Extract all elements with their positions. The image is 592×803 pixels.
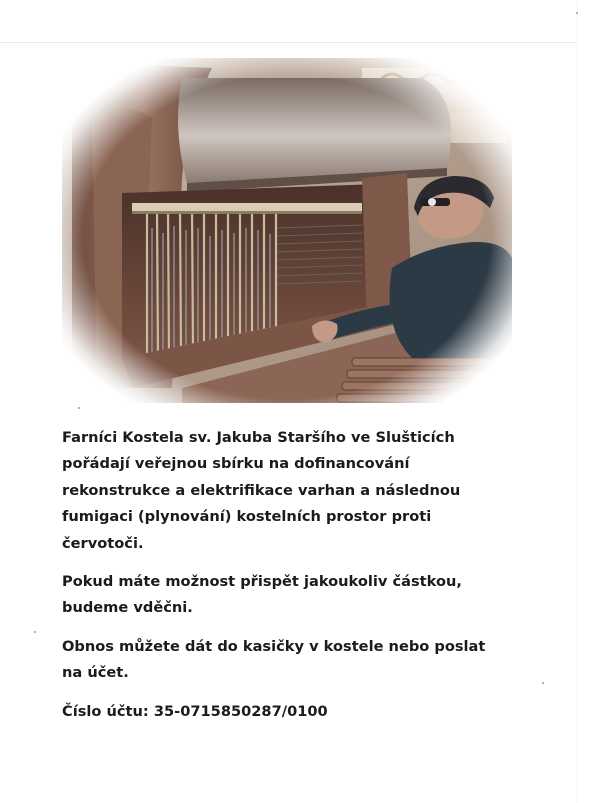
organ-repair-photo: [62, 58, 512, 403]
paragraph-account-number: [62, 699, 532, 725]
scan-speck: [576, 12, 578, 14]
paragraph-thanks: [62, 569, 532, 622]
text-line: pořádají veřejnou sbírku na dofinancování: [62, 455, 410, 473]
text-line: budeme vděčni.: [62, 599, 193, 617]
text-line: Pokud máte možnost přispět jakoukoliv částkou,: [62, 573, 462, 591]
scan-speck: [78, 407, 80, 409]
text-line: Obnos můžete dát do kasičky v kostele nebo poslat: [62, 637, 486, 655]
scan-edge: [577, 0, 578, 803]
organ-photo-illustration: [62, 58, 512, 403]
text-line: Farníci Kostela sv. Jakuba Staršího ve Slušticích: [62, 429, 455, 446]
paragraph-collection-announcement: [62, 425, 532, 557]
scan-speck: [542, 682, 544, 684]
appeal-text: [62, 425, 532, 725]
scan-speck: [34, 631, 36, 633]
text-line: rekonstrukce a elektrifikace varhan a následnou: [62, 481, 461, 499]
scan-divider: [0, 42, 578, 43]
text-line: červotoči.: [62, 534, 144, 552]
account-number-text: Číslo účtu: 35-0715850287/0100: [62, 702, 328, 720]
paragraph-donation-options: [62, 634, 532, 687]
text-line: fumigaci (plynování) kostelních prostor proti: [62, 508, 432, 526]
text-line: na účet.: [62, 664, 129, 682]
